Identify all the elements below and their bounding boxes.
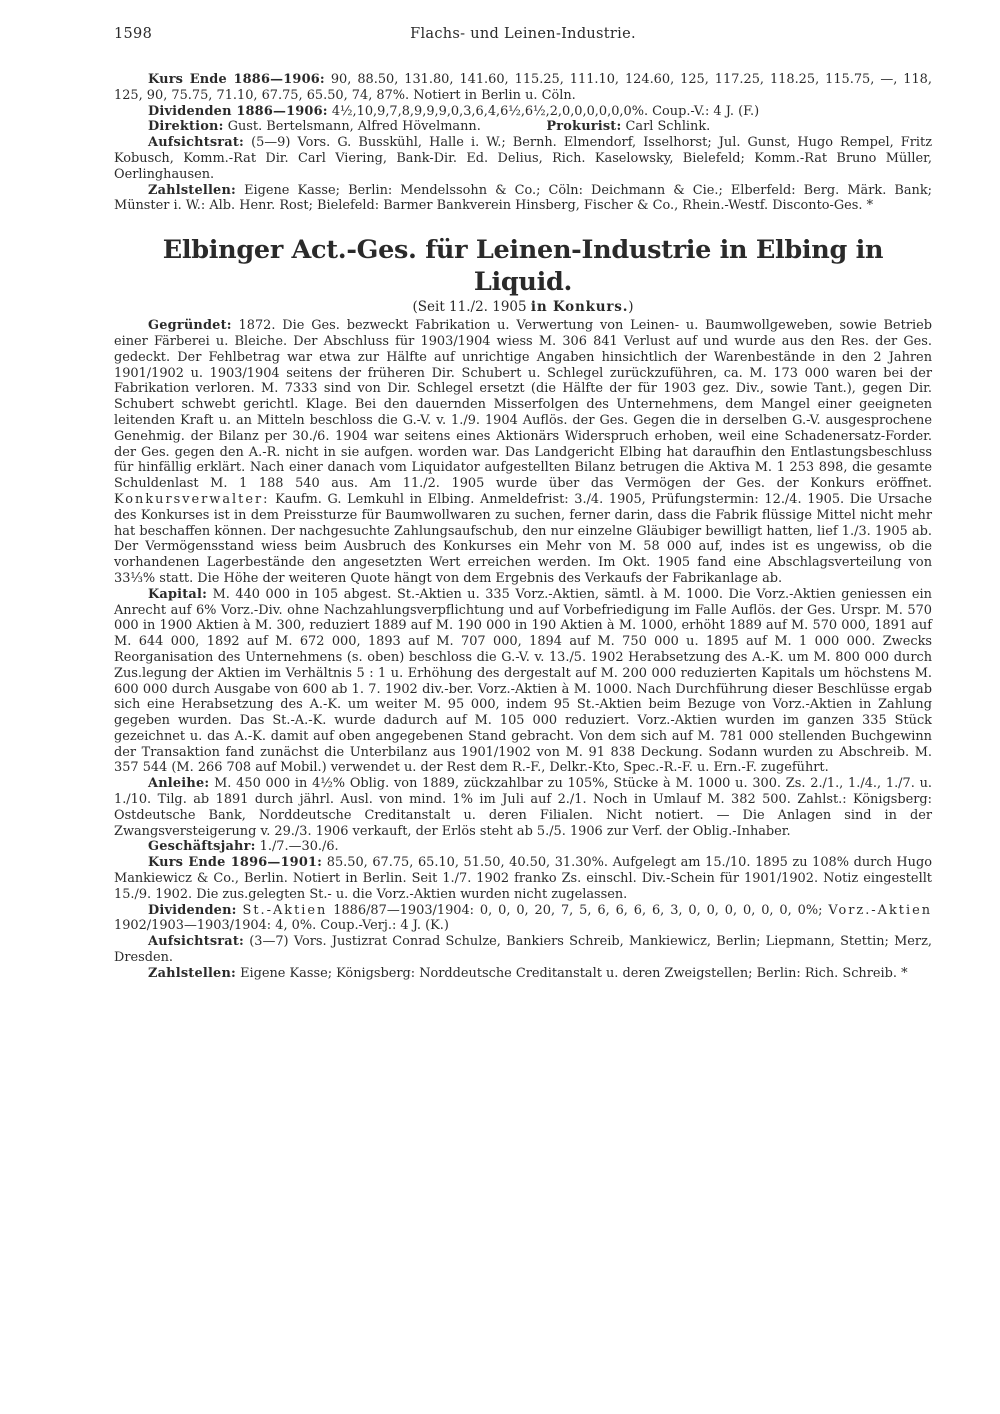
prev-aufsichtsrat-label: Aufsichtsrat: [148, 135, 244, 151]
prev-dividenden-paragraph [114, 104, 932, 120]
zahlstellen-paragraph [114, 966, 932, 982]
prev-zahlstellen-label: Zahlstellen: [148, 182, 236, 198]
prev-dividenden-label: Dividenden 1886—1906: [148, 103, 328, 119]
prev-direktion-paragraph [114, 119, 932, 135]
subtitle-bold: in Konkurs. [530, 299, 629, 316]
page-number: 1598 [114, 26, 153, 42]
prev-kurs-label: Kurs Ende 1886—1906: [148, 72, 325, 87]
geschaeftsjahr-text: 1./7.—30./6. [259, 839, 339, 855]
prev-zahlstellen-paragraph [114, 183, 932, 215]
prev-aufsichtsrat-paragraph [114, 135, 932, 182]
dividenden-paragraph [114, 903, 932, 935]
subtitle-suffix: ) [628, 299, 634, 316]
prev-zahlstellen-text: Eigene Kasse; Berlin: Mendelssohn & Co.; Cöln: Deichmann & Cie.; Elberfeld: Berg. Märk. Bank; Münster i. W.: Alb. Henr. Rost; Bielefeld: Barmer Bankverein Hinsberg, Fischer & Co., Rhein.-Westf. Disconto-Ges. * [114, 182, 932, 214]
prev-kurs-paragraph [114, 72, 932, 104]
anleihe-label: Anleihe: [148, 776, 210, 792]
prev-direktion-text: Gust. Bertelsmann, Alfred Hövelmann. [227, 119, 481, 135]
kapital-label: Kapital: [148, 586, 208, 602]
kapital-text: M. 440 000 in 105 abgest. St.-Aktien u. 335 Vorz.-Aktien, sämtl. à M. 1000. Die Vorz.-Aktien geniessen ein Anrecht auf 6% Vorz.-Div. ohne Nachzahlungsverpflichtung und auf Vorbefriedigung im Falle Auflös. der Ges. Urspr. M. 570 000 in 1900 Aktien à M. 300, reduziert 1889 auf M. 190 000 in 190 Aktien à M. 1000, erhöht 1889 auf M. 570 000, 1891 auf M. 644 000, 1892 auf M. 672 000, 1893 auf M. 707 000, 1894 auf M. 750 000 u. 1895 auf M. 1 000 000. Zwecks Reorganisation des Unternehmens (s. oben) beschloss die G.-V. v. 13./5. 1902 Herabsetzung des A.-K. um M. 800 000 durch Zus.legung der Aktien im Verhältnis 5 : 1 u. Erhöhung des dergestalt auf M. 200 000 reduzierten Kapitals um höchstens M. 600 000 durch Ausgabe von 600 ab 1. 7. 1902 div.-ber. Vorz.-Aktien à M. 1000. Nach Durchführung dieser Beschlüsse ergab sich eine Herabsetzung des A.-K. um weiter M. 95 000, indem 95 St.-Aktien beim Bezuge von Vorz.-Aktien in Zahlung gegeben wurden. Das St.-A.-K. wurde dadurch auf M. 105 000 reduziert. Vorz.-Aktien wurden im ganzen 335 Stück gezeichnet u. das A.-K. damit auf oben angegebenen Stand gebracht. Von dem sich auf M. 781 000 stellenden Buchgewinn der Transaktion fand zunächst die Unterbilanz aus 1901/1902 von M. 91 838 Deckung. Sodann wurden zu Abschreib. M. 357 544 (M. 266 708 auf Mobil.) verwendet u. der Rest dem R.-F., Delkr.-Kto, Spec.-R.-F. u. Ern.-F. zugeführt. [114, 586, 932, 776]
prev-dividenden-text: 4½,10,9,7,8,9,9,9,0,3,6,4,6½,6½,2,0,0,0,0,0,0%. Coup.-V.: 4 J. (F.) [331, 103, 760, 119]
gegruendet-text-2: Kaufm. G. Lemkuhl in Elbing. Anmeldefrist: 3./4. 1905, Prüfungstermin: 12./4. 1905. Die Ursache des Konkurses ist in dem Preissturze für Baumwollwaren zu suchen, ferner darin, dass die Fabrik flüssige Mittel nicht mehr hat beschaffen können. Der nachgesuchte Zahlungsaufschub, den nur einzelne Gläubiger bewilligt hatten, lief 1./3. 1905 ab. Der Vermögensstand wiess beim Ausbruch des Konkurses ein Mehr von M. 58 000 auf, indes ist es ungewiss, ob die vorhandenen Lagerbestände den angesetzten Wert erreichen werden. Im Okt. 1905 fand eine Abschlagsverteilung von 33⅓% statt. Die Höhe der weiteren Quote hängt von dem Ergebnis des Verkaufs der Fabrikanlage ab. [114, 491, 932, 586]
company-body [114, 318, 932, 981]
prev-direktion-label: Direktion: [148, 119, 224, 135]
anleihe-paragraph [114, 776, 932, 839]
kapital-paragraph [114, 587, 932, 777]
dividenden-st-text: 1886/87—1903/1904: 0, 0, 0, 20, 7, 5, 6, 6, 6, 6, 3, 0, 0, 0, 0, 0, 0, 0%; [333, 902, 823, 918]
geschaeftsjahr-paragraph [114, 839, 932, 855]
dividenden-vz-label: Vorz.-Aktien [828, 902, 933, 918]
running-header [114, 22, 932, 52]
dividenden-vz-text: 1902/1903—1903/1904: 4, 0%. Coup.-Verj.: 4 J. (K.) [114, 918, 449, 934]
zahlstellen-text: Eigene Kasse; Königsberg: Norddeutsche Creditanstalt u. deren Zweigstellen; Berlin: Rich. Schreib. * [240, 965, 908, 981]
dividenden-label: Dividenden: [148, 902, 237, 918]
aufsichtsrat-label: Aufsichtsrat: [148, 934, 244, 950]
previous-company-section [114, 72, 932, 214]
kurs-paragraph [114, 855, 932, 902]
prev-prokurist-text: Carl Schlink. [625, 119, 711, 135]
document-page [114, 22, 932, 982]
company-subtitle [114, 298, 932, 316]
aufsichtsrat-text: (3—7) Vors. Justizrat Conrad Schulze, Bankiers Schreib, Mankiewicz, Berlin; Liepmann, Stettin; Merz, Dresden. [114, 934, 932, 966]
aufsichtsrat-paragraph [114, 934, 932, 966]
gegruendet-text: 1872. Die Ges. bezweckt Fabrikation u. Verwertung von Leinen- u. Baumwollgeweben, sowie Betrieb einer Färberei u. Bleiche. Der Abschluss für 1903/1904 wiess M. 306 841 Verlust auf und wurde aus den Res. der Ges. gedeckt. Der Fehlbetrag war etwa zur Hälfte auf unrichtige Angaben hinsichtlich der Warenbestände in den 2 Jahren 1901/1902 u. 1903/1904 seitens der früheren Dir. Schubert u. Schlegel zurückzuführen, ca. M. 173 000 waren bei der Fabrikation verloren. M. 7333 sind von Dir. Schlegel ersetzt (die Hälfte der für 1903 gez. Div., sowie Tant.), gegen Dir. Schubert schwebt gerichtl. Klage. Bei den dauernden Misserfolgen des Unternehmens, dem Mangel einer geeigneten leitenden Kraft u. an Mitteln beschloss die G.-V. v. 1./9. 1904 Auflös. der Ges. Gegen die in derselben G.-V. ausgesprochene Genehmig. der Bilanz per 30./6. 1904 war seitens eines Aktionärs Widerspruch erhoben, weil eine Schadenersatz-Forder. der Ges. gegen den A.-R. nicht in sie aufgen. worden war. Das Landgericht Elbing hat daraufhin den Entlastungsbeschluss für hinfällig erklärt. Nach einer danach vom Liquidator aufgestellten Bilanz betrugen die Aktiva M. 1 253 898, die gesamte Schuldenlast M. 1 188 540 aus. Am 11./2. 1905 wurde über das Vermögen der Ges. der Konkurs eröffnet. [114, 318, 932, 492]
subtitle-prefix: (Seit 11./2. 1905 [412, 299, 527, 316]
prev-prokurist-label: Prokurist: [546, 119, 622, 135]
kurs-text: 85.50, 67.75, 65.10, 51.50, 40.50, 31.30%. Aufgelegt am 15./10. 1895 zu 108% durch Hugo Mankiewicz & Co., Berlin. Notiert in Berlin. Seit 1./7. 1902 franko Zs. einschl. Div.-Schein für 1901/1902. Notiz eingestellt 15./9. 1902. Die zus.gelegten St.- u. die Vorz.-Aktien wurden nicht zugelassen. [114, 855, 932, 902]
prev-kurs-text: 90, 88.50, 131.80, 141.60, 115.25, 111.10, 124.60, 125, 117.25, 118.25, 115.75, —, 118, 125, 90, 75.75, 71.10, 67.75, 65.50, 74, 87%. Notiert in Berlin u. Cöln. [114, 72, 932, 103]
dividenden-st-label: St.-Aktien [242, 902, 328, 918]
prev-aufsichtsrat-text: (5—9) Vors. G. Busskühl, Halle i. W.; Bernh. Elmendorf, Isselhorst; Jul. Gunst, Hugo Rempel, Fritz Kobusch, Komm.-Rat Dir. Carl Viering, Bank-Dir. Ed. Delius, Rich. Kaselowsky, Bielefeld; Komm.-Rat Bruno Müller, Oerlinghausen. [114, 135, 932, 182]
header-title: Flachs- und Leinen-Industrie. [410, 26, 636, 42]
anleihe-text: M. 450 000 in 4½% Oblig. von 1889, zückzahlbar zu 105%, Stücke à M. 1000 u. 300. Zs. 2./1., 1./4., 1./7. u. 1./10. Tilg. ab 1891 durch jährl. Ausl. von mind. 1% im Juli auf 2./1. Noch in Umlauf M. 382 500. Zahlst.: Königsberg: Ostdeutsche Bank, Norddeutsche Creditanstalt u. deren Filialen. Nicht notiert. — Die Anlagen sind in der Zwangsversteigerung v. 29./3. 1906 verkauft, der Erlös steht ab 5./5. 1906 zur Verf. der Oblig.-Inhaber. [114, 776, 932, 839]
kurs-label: Kurs Ende 1896—1901: [148, 855, 323, 871]
geschaeftsjahr-label: Geschäftsjahr: [148, 839, 256, 855]
gegruendet-paragraph [114, 318, 932, 587]
zahlstellen-label: Zahlstellen: [148, 965, 236, 981]
company-title: Elbinger Act.-Ges. für Leinen-Industrie in Elbing in Liquid. [162, 235, 884, 298]
konkursverwalter-label: Konkursverwalter: [114, 491, 270, 507]
gegruendet-label: Gegründet: [148, 318, 232, 334]
